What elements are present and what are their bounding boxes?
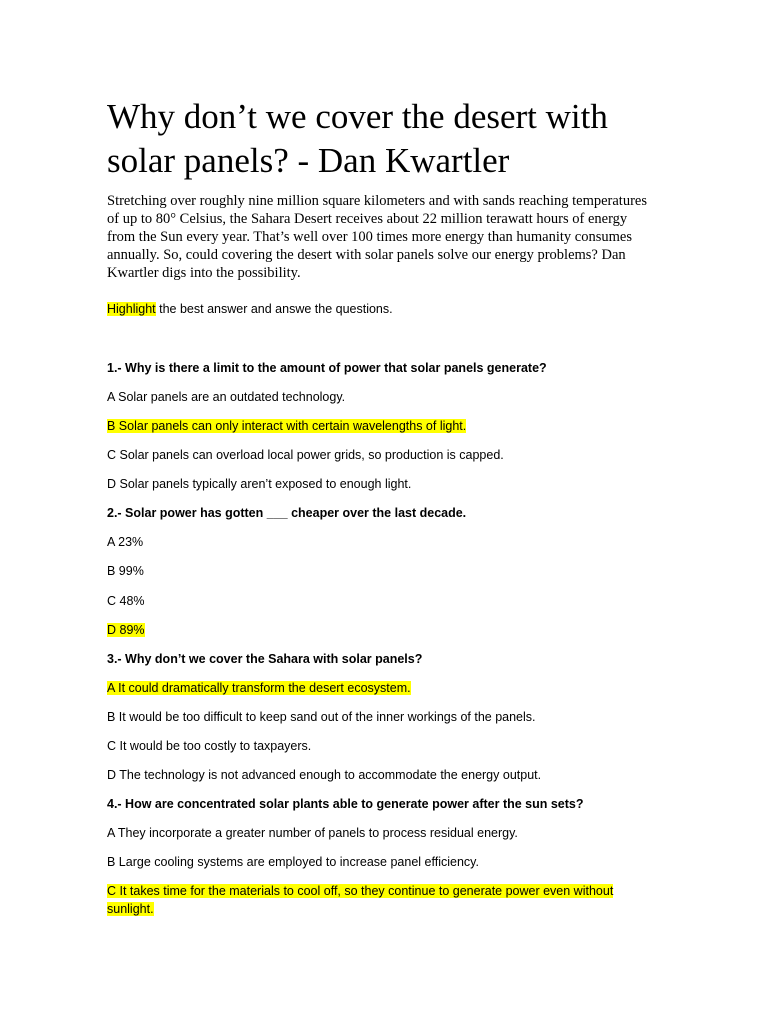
question-4: 4.- How are concentrated solar plants able to generate power after the sun sets? bbox=[107, 797, 584, 811]
q2-option-c: C 48% bbox=[107, 594, 145, 608]
q4-option-c bbox=[107, 882, 647, 918]
intro-paragraph: Stretching over roughly nine million square kilometers and with sands reaching temperatures of up to 80° Celsius, the Sahara Desert receives about 22 million terawatt hours of energy from the Sun every year. That’s well over 100 times more energy than humanity consumes annually. So, could covering the desert with solar panels solve our energy problems? Dan Kwartler digs into the possibility. bbox=[107, 193, 647, 281]
q1-option-a: A Solar panels are an outdated technology. bbox=[107, 390, 346, 404]
document-title: Why don’t we cover the desert with solar panels? - Dan Kwartler bbox=[107, 97, 608, 180]
question-1: 1.- Why is there a limit to the amount of power that solar panels generate? bbox=[107, 361, 547, 375]
question-2: 2.- Solar power has gotten ___ cheaper over the last decade. bbox=[107, 506, 467, 520]
q3-option-b: B It would be too difficult to keep sand out of the inner workings of the panels. bbox=[107, 710, 536, 724]
q4-option-a: A They incorporate a greater number of panels to process residual energy. bbox=[107, 826, 518, 840]
q4-option-b: B Large cooling systems are employed to increase panel efficiency. bbox=[107, 855, 479, 869]
instruction-highlight-word: Highlight bbox=[107, 302, 156, 316]
question-3: 3.- Why don’t we cover the Sahara with solar panels? bbox=[107, 652, 423, 666]
q3-option-d: D The technology is not advanced enough to accommodate the energy output. bbox=[107, 768, 542, 782]
q1-option-d: D Solar panels typically aren’t exposed to enough light. bbox=[107, 477, 412, 491]
q4-option-c-highlighted: C It takes time for the materials to cool off, so they continue to generate power even without sunlight. bbox=[107, 884, 614, 916]
q2-option-a: A 23% bbox=[107, 535, 144, 549]
q3-option-a bbox=[107, 679, 411, 697]
q1-option-c: C Solar panels can overload local power grids, so production is capped. bbox=[107, 448, 504, 462]
q3-option-a-highlighted: A It could dramatically transform the desert ecosystem. bbox=[107, 681, 411, 695]
q2-option-b: B 99% bbox=[107, 564, 144, 578]
q3-option-c: C It would be too costly to taxpayers. bbox=[107, 739, 312, 753]
q1-option-b-highlighted: B Solar panels can only interact with certain wavelengths of light. bbox=[107, 419, 467, 433]
q2-option-d-highlighted: D 89% bbox=[107, 623, 145, 637]
q1-option-b bbox=[107, 417, 466, 435]
q2-option-d bbox=[107, 621, 145, 639]
instruction bbox=[107, 300, 393, 318]
instruction-text: the best answer and answe the questions. bbox=[155, 302, 393, 316]
